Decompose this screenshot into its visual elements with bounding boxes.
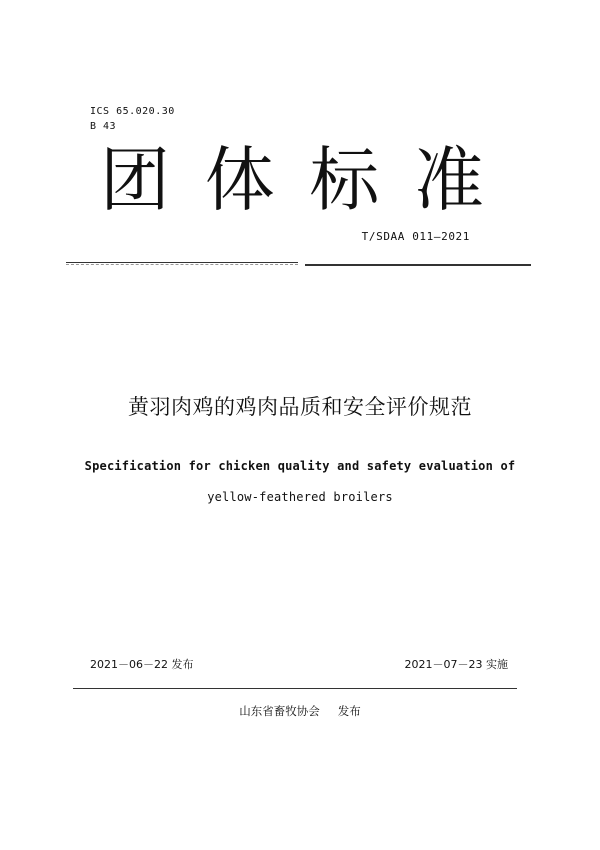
english-title-line-2: yellow-feathered broilers [207, 490, 393, 504]
divider-top-left [66, 262, 298, 263]
issue-date: 2021－06－22 发布 [90, 658, 194, 671]
title-char-1: 团 [100, 139, 170, 221]
publisher-action: 发布 [337, 704, 361, 718]
divider-bottom [73, 688, 517, 689]
title-char-4: 准 [413, 139, 484, 221]
publisher [0, 703, 600, 719]
english-title-line-1: Specification for chicken quality and safety evaluation of [84, 459, 516, 473]
divider-top-right [305, 264, 531, 266]
classification-codes [90, 104, 175, 134]
ics-code: ICS 65.020.30 [90, 106, 175, 117]
implementation-date: 2021－07－23 实施 [404, 658, 508, 671]
divider-top-left-dashed [66, 264, 298, 265]
publisher-name: 山东省畜牧协会 [239, 704, 320, 718]
title-char-2: 体 [204, 139, 275, 221]
title-char-3: 标 [309, 139, 380, 221]
ccs-code: B 43 [90, 121, 117, 132]
document-type-title [92, 140, 492, 220]
standard-number: T/SDAA 011—2021 [361, 230, 470, 243]
chinese-title: 黄羽肉鸡的鸡肉品质和安全评价规范 [128, 395, 472, 419]
